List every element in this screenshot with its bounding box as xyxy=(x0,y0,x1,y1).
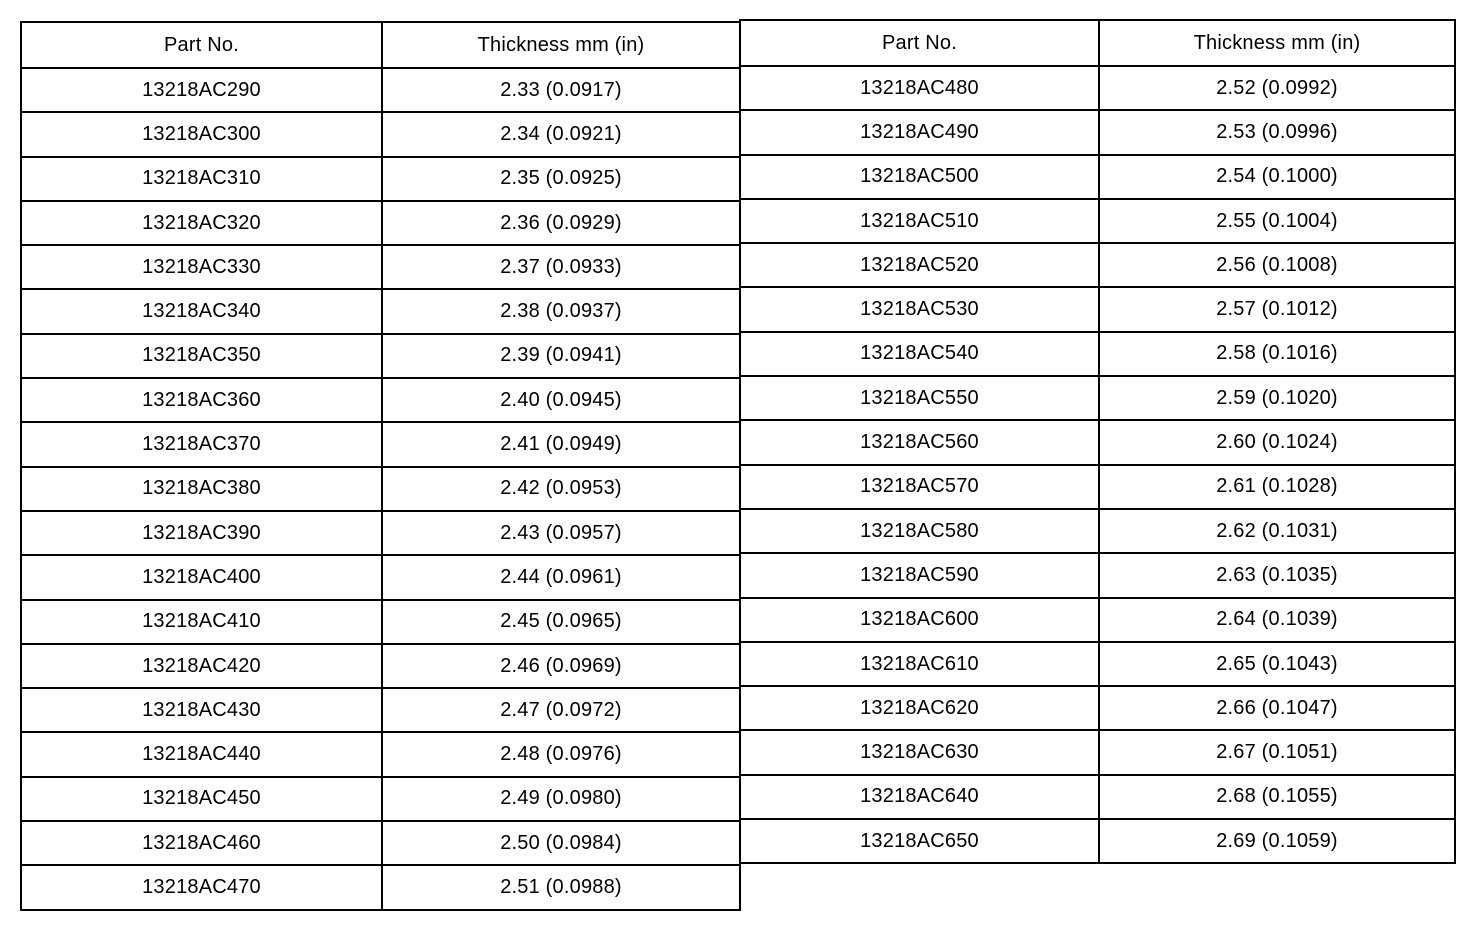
cell-thickness: 2.59 (0.1020) xyxy=(1099,376,1455,420)
cell-part-no: 13218AC560 xyxy=(740,420,1099,464)
table-row xyxy=(740,509,1455,553)
cell-thickness: 2.60 (0.1024) xyxy=(1099,420,1455,464)
table-row xyxy=(21,422,740,466)
cell-part-no: 13218AC600 xyxy=(740,598,1099,642)
table-row xyxy=(740,376,1455,420)
cell-thickness: 2.33 (0.0917) xyxy=(382,68,740,112)
cell-part-no: 13218AC350 xyxy=(21,334,382,378)
cell-part-no: 13218AC460 xyxy=(21,821,382,865)
table-row xyxy=(740,465,1455,509)
cell-thickness: 2.49 (0.0980) xyxy=(382,777,740,821)
cell-part-no: 13218AC430 xyxy=(21,688,382,732)
cell-thickness: 2.41 (0.0949) xyxy=(382,422,740,466)
cell-thickness: 2.45 (0.0965) xyxy=(382,600,740,644)
cell-part-no: 13218AC440 xyxy=(21,732,382,776)
table-row xyxy=(740,110,1455,154)
cell-thickness: 2.66 (0.1047) xyxy=(1099,686,1455,730)
table-row xyxy=(740,819,1455,863)
table-body xyxy=(740,66,1455,863)
cell-part-no: 13218AC510 xyxy=(740,199,1099,243)
table-row xyxy=(740,775,1455,819)
header-part-no: Part No. xyxy=(21,22,382,68)
cell-part-no: 13218AC570 xyxy=(740,465,1099,509)
cell-thickness: 2.44 (0.0961) xyxy=(382,555,740,599)
cell-part-no: 13218AC340 xyxy=(21,289,382,333)
cell-part-no: 13218AC520 xyxy=(740,243,1099,287)
cell-thickness: 2.56 (0.1008) xyxy=(1099,243,1455,287)
cell-thickness: 2.69 (0.1059) xyxy=(1099,819,1455,863)
table-row xyxy=(21,644,740,688)
cell-thickness: 2.53 (0.0996) xyxy=(1099,110,1455,154)
cell-thickness: 2.43 (0.0957) xyxy=(382,511,740,555)
cell-part-no: 13218AC490 xyxy=(740,110,1099,154)
cell-part-no: 13218AC390 xyxy=(21,511,382,555)
cell-thickness: 2.38 (0.0937) xyxy=(382,289,740,333)
table-row xyxy=(740,598,1455,642)
table-row xyxy=(21,865,740,909)
cell-part-no: 13218AC380 xyxy=(21,467,382,511)
cell-thickness: 2.42 (0.0953) xyxy=(382,467,740,511)
table-header-row xyxy=(740,20,1455,66)
table-row xyxy=(740,199,1455,243)
table-row xyxy=(21,157,740,201)
table-row xyxy=(740,332,1455,376)
cell-thickness: 2.46 (0.0969) xyxy=(382,644,740,688)
cell-part-no: 13218AC360 xyxy=(21,378,382,422)
cell-thickness: 2.37 (0.0933) xyxy=(382,245,740,289)
header-thickness: Thickness mm (in) xyxy=(1099,20,1455,66)
table-row xyxy=(740,686,1455,730)
cell-part-no: 13218AC550 xyxy=(740,376,1099,420)
table-row xyxy=(21,732,740,776)
cell-thickness: 2.54 (0.1000) xyxy=(1099,155,1455,199)
cell-thickness: 2.68 (0.1055) xyxy=(1099,775,1455,819)
cell-thickness: 2.65 (0.1043) xyxy=(1099,642,1455,686)
cell-part-no: 13218AC290 xyxy=(21,68,382,112)
table-row xyxy=(21,201,740,245)
table-header-row xyxy=(21,22,740,68)
table-row xyxy=(21,688,740,732)
table-row xyxy=(740,642,1455,686)
table-row xyxy=(740,243,1455,287)
table-row xyxy=(21,334,740,378)
table-row xyxy=(21,511,740,555)
header-thickness: Thickness mm (in) xyxy=(382,22,740,68)
table-row xyxy=(21,289,740,333)
table-row xyxy=(21,821,740,865)
table-row xyxy=(21,555,740,599)
cell-part-no: 13218AC400 xyxy=(21,555,382,599)
cell-thickness: 2.51 (0.0988) xyxy=(382,865,740,909)
cell-part-no: 13218AC420 xyxy=(21,644,382,688)
header-part-no: Part No. xyxy=(740,20,1099,66)
cell-part-no: 13218AC480 xyxy=(740,66,1099,110)
table-row xyxy=(21,245,740,289)
cell-thickness: 2.62 (0.1031) xyxy=(1099,509,1455,553)
cell-part-no: 13218AC640 xyxy=(740,775,1099,819)
cell-thickness: 2.36 (0.0929) xyxy=(382,201,740,245)
cell-part-no: 13218AC310 xyxy=(21,157,382,201)
cell-thickness: 2.55 (0.1004) xyxy=(1099,199,1455,243)
cell-part-no: 13218AC590 xyxy=(740,553,1099,597)
cell-part-no: 13218AC450 xyxy=(21,777,382,821)
cell-part-no: 13218AC630 xyxy=(740,730,1099,774)
table-row xyxy=(21,777,740,821)
cell-thickness: 2.47 (0.0972) xyxy=(382,688,740,732)
cell-part-no: 13218AC470 xyxy=(21,865,382,909)
table-row xyxy=(21,112,740,156)
table-row xyxy=(740,420,1455,464)
cell-part-no: 13218AC370 xyxy=(21,422,382,466)
cell-part-no: 13218AC540 xyxy=(740,332,1099,376)
cell-thickness: 2.34 (0.0921) xyxy=(382,112,740,156)
table-row xyxy=(21,378,740,422)
table-row xyxy=(740,553,1455,597)
part-thickness-table-right xyxy=(739,19,1456,864)
cell-part-no: 13218AC530 xyxy=(740,287,1099,331)
table-row xyxy=(740,155,1455,199)
cell-part-no: 13218AC320 xyxy=(21,201,382,245)
cell-part-no: 13218AC620 xyxy=(740,686,1099,730)
part-thickness-table-left xyxy=(20,21,741,911)
cell-thickness: 2.48 (0.0976) xyxy=(382,732,740,776)
cell-thickness: 2.39 (0.0941) xyxy=(382,334,740,378)
table-row xyxy=(21,600,740,644)
cell-thickness: 2.50 (0.0984) xyxy=(382,821,740,865)
cell-part-no: 13218AC610 xyxy=(740,642,1099,686)
cell-thickness: 2.58 (0.1016) xyxy=(1099,332,1455,376)
cell-part-no: 13218AC650 xyxy=(740,819,1099,863)
cell-part-no: 13218AC330 xyxy=(21,245,382,289)
cell-part-no: 13218AC500 xyxy=(740,155,1099,199)
cell-part-no: 13218AC300 xyxy=(21,112,382,156)
cell-thickness: 2.64 (0.1039) xyxy=(1099,598,1455,642)
cell-thickness: 2.57 (0.1012) xyxy=(1099,287,1455,331)
cell-thickness: 2.40 (0.0945) xyxy=(382,378,740,422)
table-row xyxy=(740,730,1455,774)
cell-thickness: 2.63 (0.1035) xyxy=(1099,553,1455,597)
cell-thickness: 2.61 (0.1028) xyxy=(1099,465,1455,509)
table-row xyxy=(740,66,1455,110)
table-row xyxy=(21,467,740,511)
table-row xyxy=(21,68,740,112)
cell-part-no: 13218AC410 xyxy=(21,600,382,644)
table-row xyxy=(740,287,1455,331)
cell-thickness: 2.67 (0.1051) xyxy=(1099,730,1455,774)
cell-part-no: 13218AC580 xyxy=(740,509,1099,553)
cell-thickness: 2.52 (0.0992) xyxy=(1099,66,1455,110)
table-body xyxy=(21,68,740,910)
cell-thickness: 2.35 (0.0925) xyxy=(382,157,740,201)
